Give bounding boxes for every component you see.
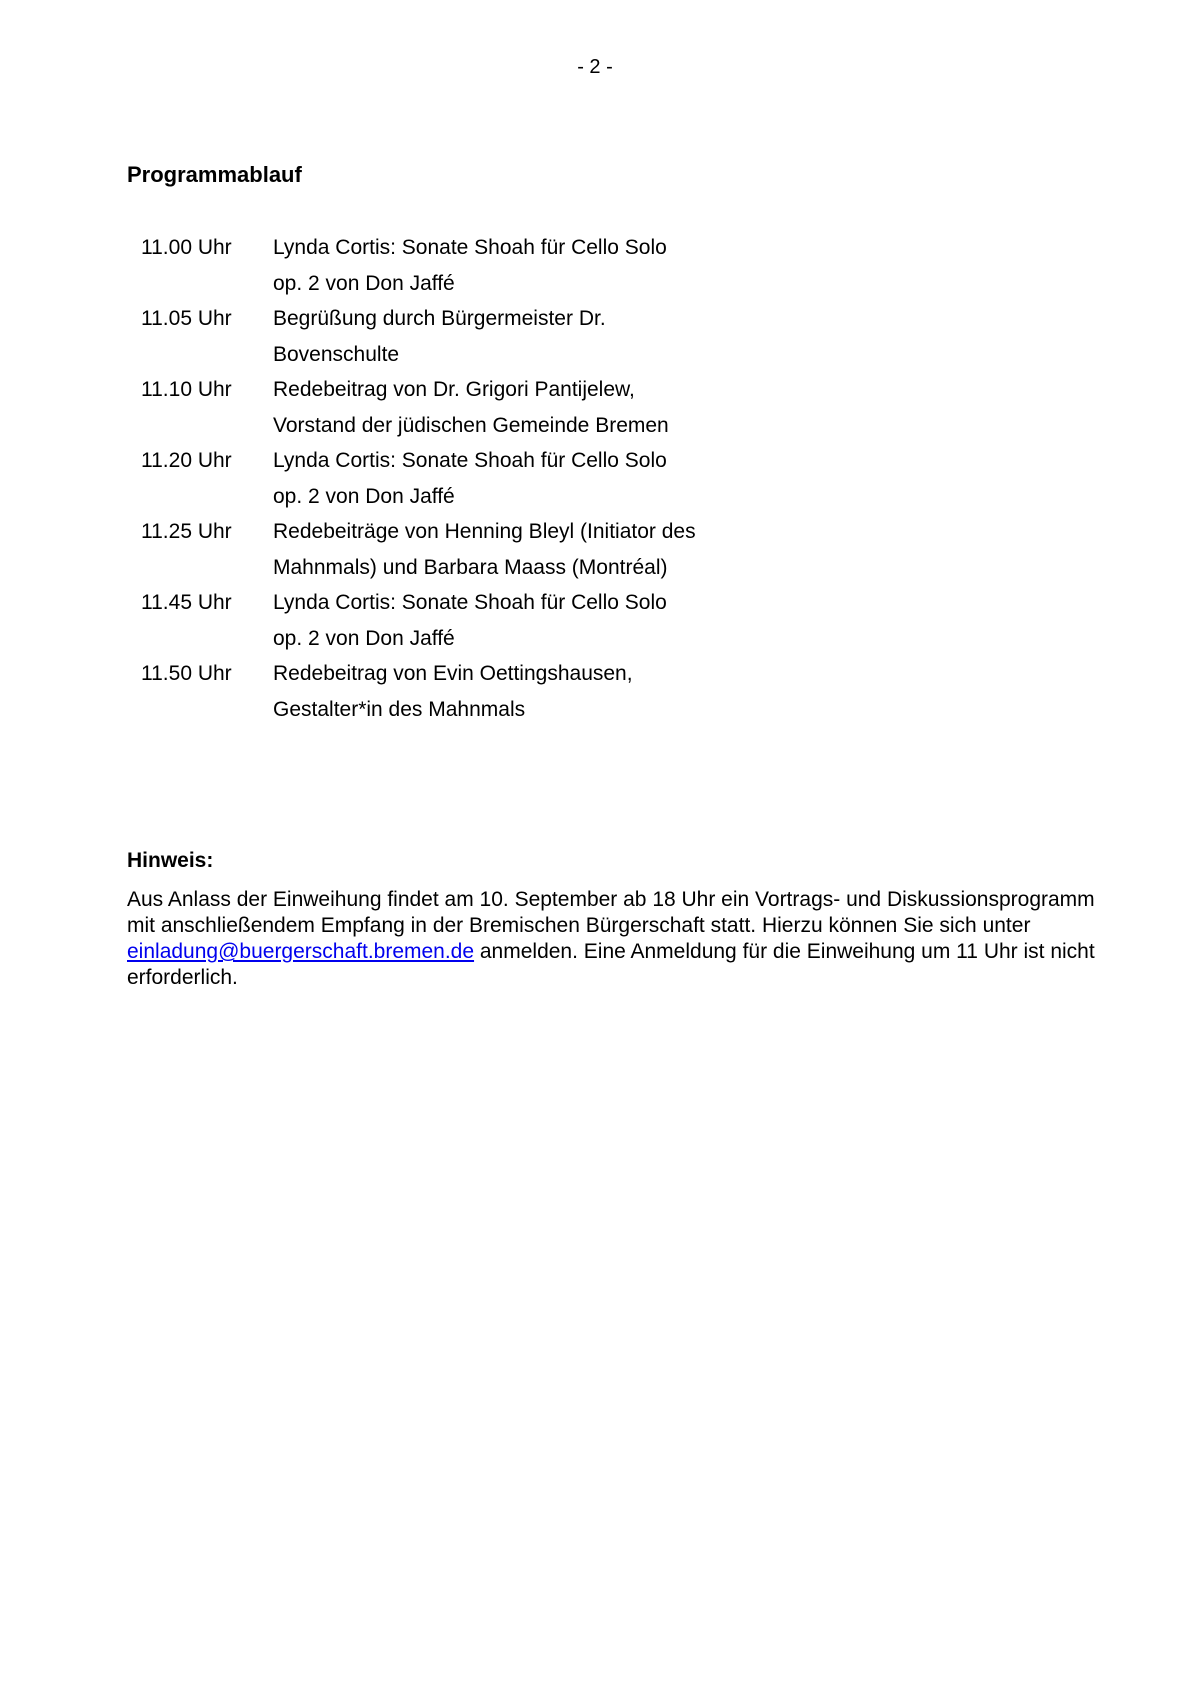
section-title: Programmablauf xyxy=(127,162,302,187)
schedule-description-line: op. 2 von Don Jaffé xyxy=(273,484,455,508)
schedule-description xyxy=(273,514,696,585)
hinweis-paragraph xyxy=(127,887,1095,991)
schedule-time: 11.50 Uhr xyxy=(141,662,232,685)
schedule-row xyxy=(141,656,696,727)
hinweis-text-after-link: anmelden. Eine Anmeldung für die Einweihung um 11 Uhr ist nicht erforderlich. xyxy=(127,940,1095,989)
hinweis-text-before-link: Aus Anlass der Einweihung findet am 10. September ab 18 Uhr ein Vortrags- und Diskussionsprogramm mit anschließendem Empfang in der Bremischen Bürgerschaft statt. Hierzu können Sie sich unter xyxy=(127,888,1095,937)
schedule-description xyxy=(273,656,696,727)
schedule-description-line: Begrüßung durch Bürgermeister Dr. xyxy=(273,307,606,330)
program-schedule xyxy=(141,230,696,727)
schedule-description-line: Vorstand der jüdischen Gemeinde Bremen xyxy=(273,413,669,437)
schedule-description xyxy=(273,230,696,301)
schedule-description-line: Lynda Cortis: Sonate Shoah für Cello Solo xyxy=(273,591,667,614)
schedule-description xyxy=(273,372,696,443)
schedule-description-line: op. 2 von Don Jaffé xyxy=(273,626,455,650)
schedule-time: 11.00 Uhr xyxy=(141,236,232,259)
schedule-description-line: Lynda Cortis: Sonate Shoah für Cello Solo xyxy=(273,236,667,259)
schedule-row xyxy=(141,230,696,301)
schedule-description-line: Gestalter*in des Mahnmals xyxy=(273,697,526,721)
schedule-description xyxy=(273,301,696,372)
schedule-time: 11.10 Uhr xyxy=(141,378,232,401)
page-number: - 2 - xyxy=(577,56,613,78)
schedule-row xyxy=(141,372,696,443)
email-link[interactable]: einladung@buergerschaft.bremen.de xyxy=(127,940,475,963)
schedule-row xyxy=(141,443,696,514)
schedule-description-line: Redebeiträge von Henning Bleyl (Initiator des xyxy=(273,520,696,543)
schedule-description xyxy=(273,585,696,656)
schedule-time: 11.25 Uhr xyxy=(141,520,232,543)
schedule-description-line: Redebeitrag von Evin Oettingshausen, xyxy=(273,662,633,685)
schedule-description xyxy=(273,443,696,514)
schedule-time: 11.20 Uhr xyxy=(141,449,232,472)
schedule-description-line: Redebeitrag von Dr. Grigori Pantijelew, xyxy=(273,378,635,401)
schedule-description-line: Mahnmals) und Barbara Maass (Montréal) xyxy=(273,555,668,579)
schedule-time: 11.05 Uhr xyxy=(141,307,232,330)
schedule-time: 11.45 Uhr xyxy=(141,591,232,614)
schedule-description-line: Bovenschulte xyxy=(273,342,400,366)
schedule-description-line: Lynda Cortis: Sonate Shoah für Cello Solo xyxy=(273,449,667,472)
schedule-row xyxy=(141,514,696,585)
hinweis-heading: Hinweis: xyxy=(127,849,214,872)
schedule-row xyxy=(141,301,696,372)
schedule-description-line: op. 2 von Don Jaffé xyxy=(273,271,455,295)
schedule-row xyxy=(141,585,696,656)
